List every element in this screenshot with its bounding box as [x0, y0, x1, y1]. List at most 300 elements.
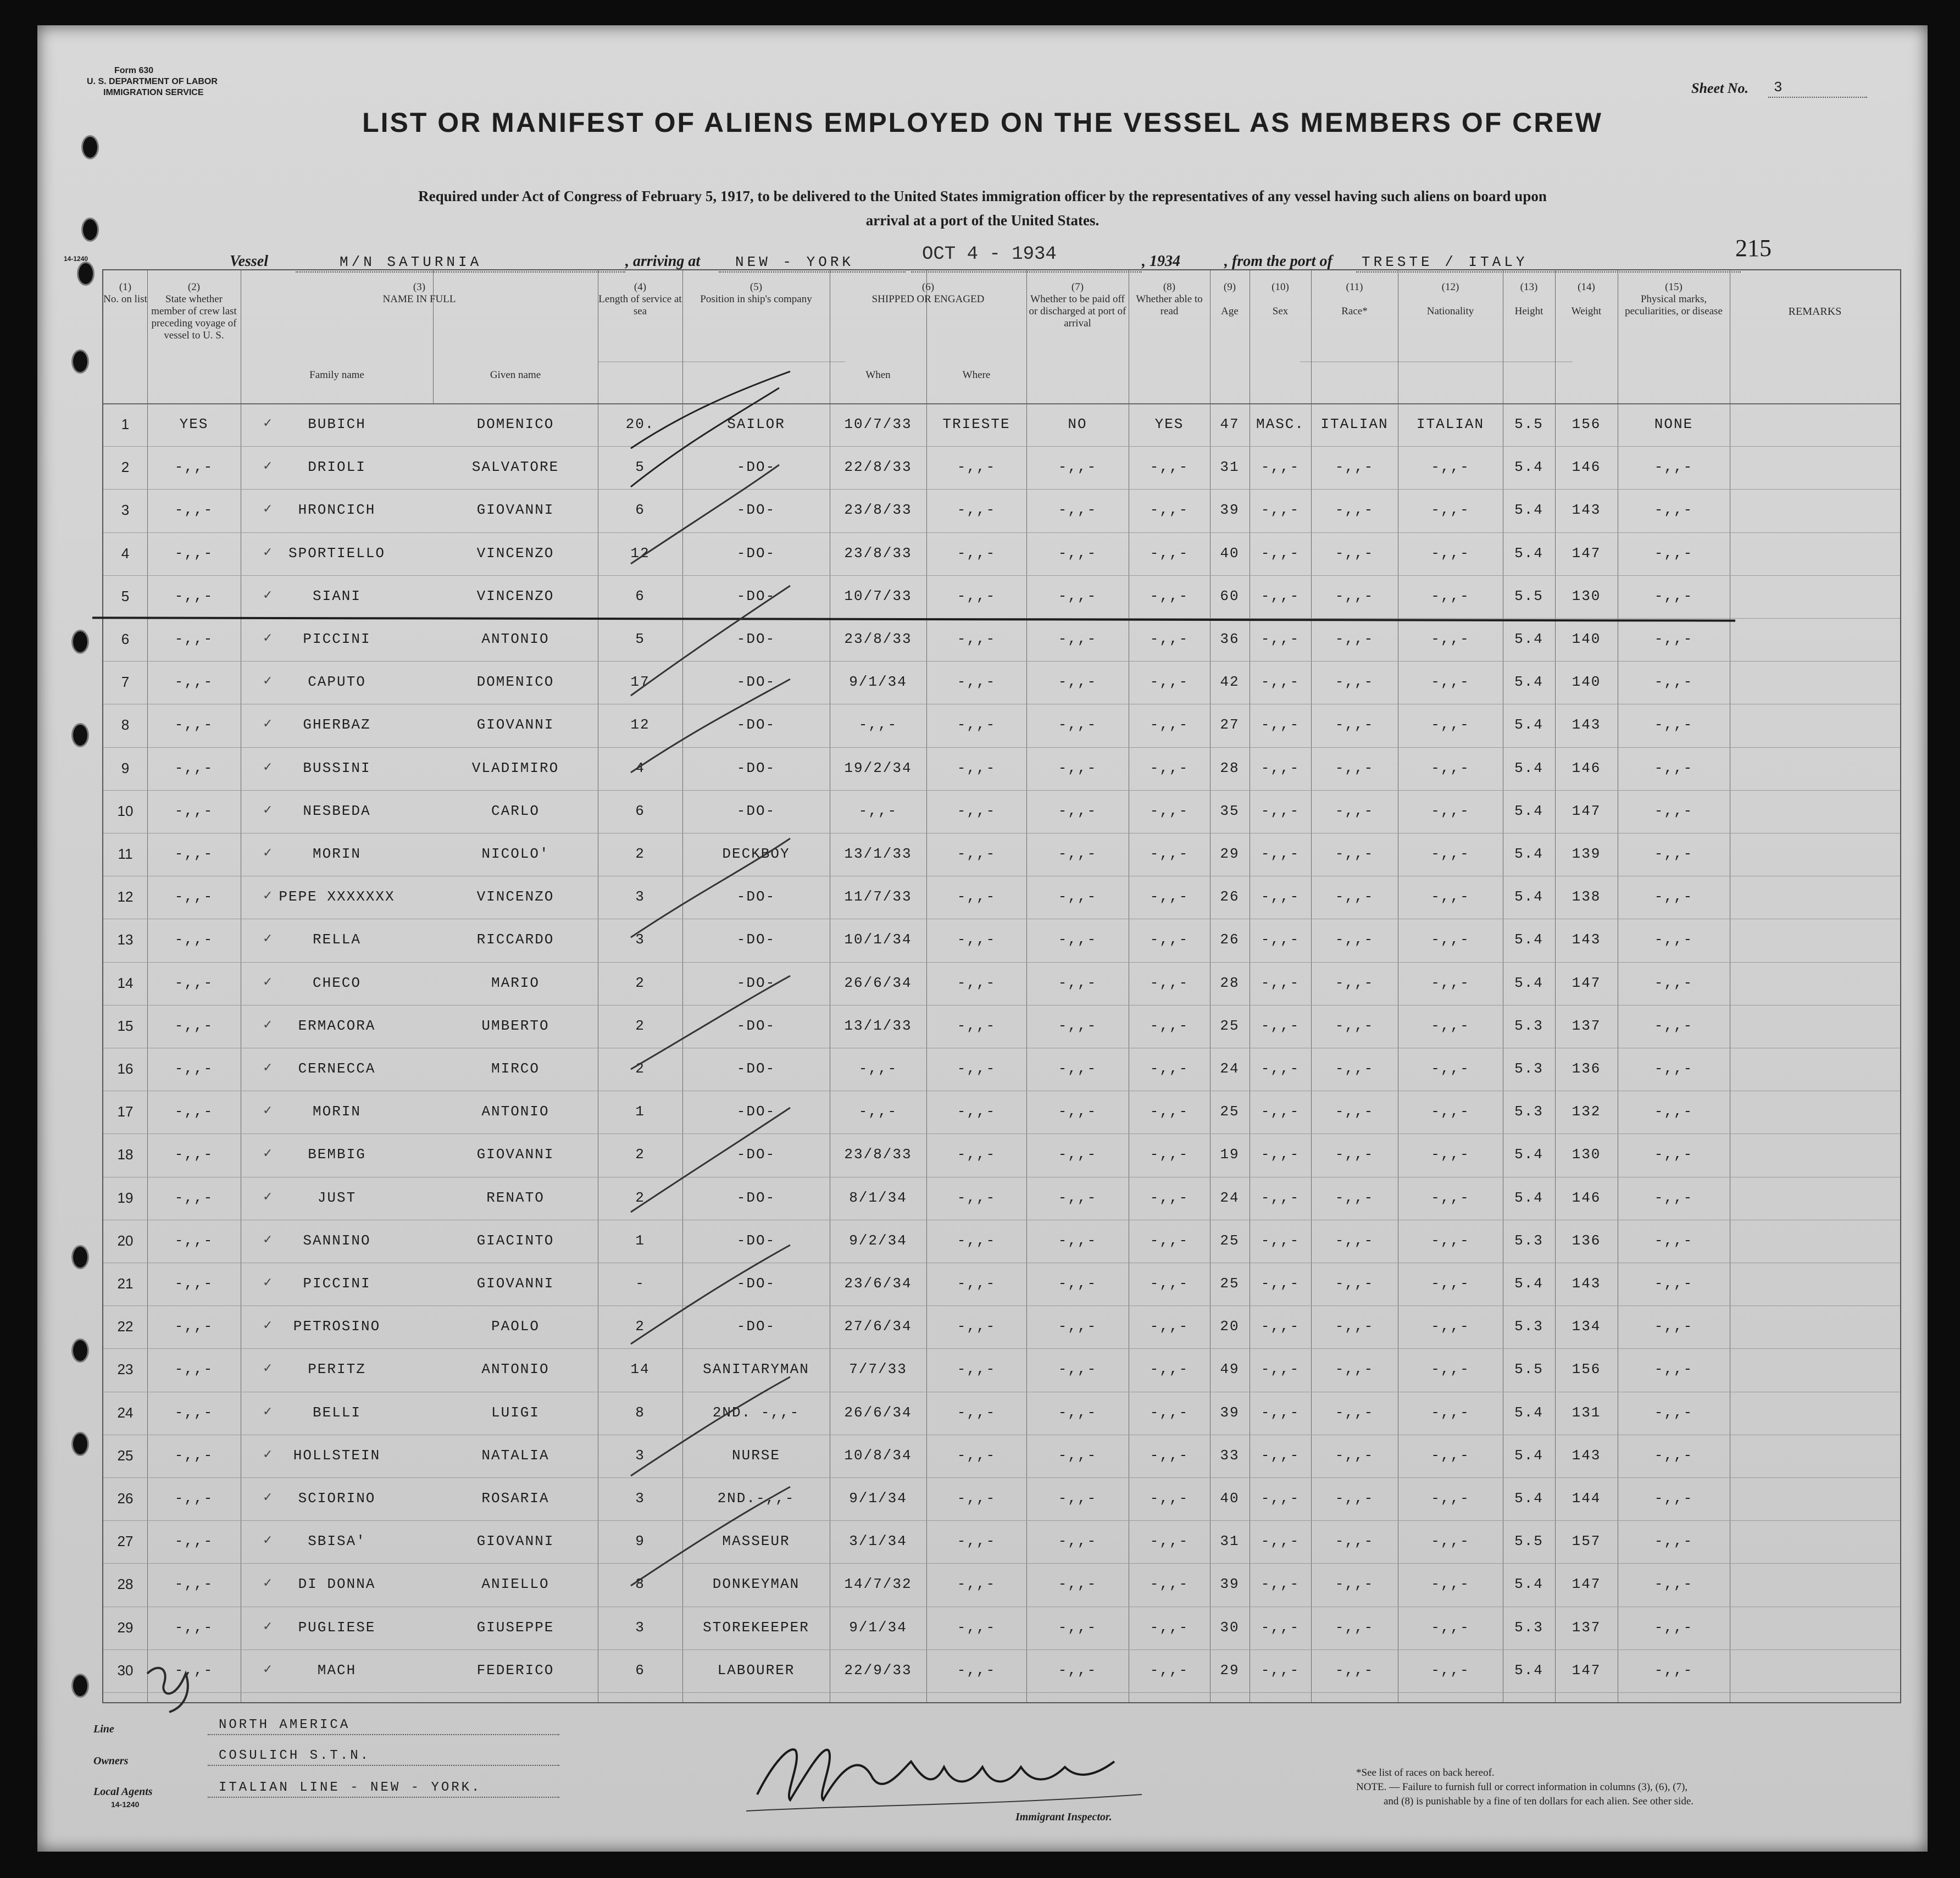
weight: 139	[1572, 846, 1601, 862]
given-name: SALVATORE	[471, 459, 559, 476]
physical-marks: -,,-	[1654, 1490, 1694, 1507]
footer-form-code: 14-1240	[111, 1800, 140, 1809]
nationality: -,,-	[1431, 974, 1470, 991]
race: -,,-	[1335, 974, 1374, 991]
nationality: -,,-	[1431, 1533, 1470, 1550]
nationality: -,,-	[1431, 1146, 1470, 1163]
weight: 147	[1572, 1662, 1601, 1679]
family-name: CHECO	[312, 974, 361, 991]
punch-hole	[71, 1674, 89, 1698]
nationality: -,,-	[1431, 1662, 1470, 1679]
paid-off: -,,-	[1058, 846, 1097, 862]
physical-marks: -,,-	[1654, 1576, 1694, 1593]
line-value: NORTH AMERICA	[219, 1718, 351, 1732]
sex: -,,-	[1261, 802, 1300, 819]
physical-marks: -,,-	[1654, 759, 1694, 776]
able-to-read: -,,-	[1150, 759, 1189, 776]
page-title: LIST OR MANIFEST OF ALIENS EMPLOYED ON THE VESSEL AS MEMBERS OF CREW	[362, 107, 1603, 138]
position: -DO-	[736, 1103, 776, 1120]
position: -DO-	[736, 1275, 776, 1292]
shipped-where: -,,-	[957, 1060, 996, 1077]
age: 30	[1220, 1619, 1240, 1636]
col-11-header: Race*	[1341, 305, 1368, 317]
nationality: -,,-	[1431, 802, 1470, 819]
given-name: MARIO	[491, 974, 540, 991]
family-name: BUSSINI	[303, 759, 371, 776]
row-number: 7	[121, 674, 130, 691]
paid-off: -,,-	[1058, 674, 1097, 691]
prior-voyage: -,,-	[174, 888, 214, 905]
check-icon: ✓	[263, 1533, 273, 1548]
able-to-read: -,,-	[1150, 716, 1189, 734]
race: -,,-	[1335, 802, 1374, 819]
age: 31	[1220, 459, 1240, 476]
paid-off: -,,-	[1058, 974, 1097, 991]
physical-marks: -,,-	[1654, 974, 1694, 991]
shipped-where: -,,-	[957, 1275, 996, 1292]
family-name: MACH	[317, 1662, 357, 1679]
sex: -,,-	[1261, 1318, 1300, 1335]
sex: -,,-	[1261, 1275, 1300, 1292]
check-icon: ✓	[263, 1190, 273, 1204]
check-icon: ✓	[263, 1061, 273, 1075]
nationality: -,,-	[1431, 674, 1470, 691]
row-number: 26	[117, 1490, 134, 1507]
age: 35	[1220, 802, 1240, 819]
shipped-when: 26/6/34	[844, 974, 912, 991]
shipped-when: 11/7/33	[844, 888, 912, 905]
race: -,,-	[1335, 846, 1374, 862]
shipped-where: -,,-	[957, 1146, 996, 1163]
service-length: 2	[635, 1318, 645, 1335]
able-to-read: YES	[1154, 416, 1184, 432]
position: -DO-	[736, 716, 776, 734]
row-number: 6	[121, 631, 130, 647]
paid-off: -,,-	[1058, 1318, 1097, 1335]
shipped-when: 23/8/33	[844, 502, 912, 519]
family-name: BEMBIG	[308, 1146, 366, 1163]
col-1-header: No. on list	[103, 293, 147, 305]
col-6a-header: When	[865, 369, 891, 381]
prior-voyage: -,,-	[174, 846, 214, 862]
sex: -,,-	[1261, 931, 1300, 948]
race: -,,-	[1335, 1275, 1374, 1292]
arrival-date-stamp: OCT 4 - 1934	[922, 244, 1057, 265]
weight: 144	[1572, 1490, 1601, 1507]
given-name: VINCENZO	[476, 888, 554, 905]
given-name: RICCARDO	[476, 931, 554, 948]
punch-hole	[71, 349, 89, 374]
able-to-read: -,,-	[1150, 1361, 1189, 1378]
prior-voyage: -,,-	[174, 1017, 214, 1034]
check-icon: ✓	[263, 975, 273, 989]
physical-marks: -,,-	[1654, 459, 1694, 476]
shipped-when: 23/8/33	[844, 1146, 912, 1163]
given-name: GIOVANNI	[476, 1275, 554, 1292]
race: -,,-	[1335, 931, 1374, 948]
punch-hole	[71, 723, 89, 747]
position: -DO-	[736, 1318, 776, 1335]
age: 39	[1220, 1404, 1240, 1421]
physical-marks: -,,-	[1654, 674, 1694, 691]
service-length: 2	[635, 1060, 645, 1077]
shipped-where: -,,-	[957, 674, 996, 691]
race: -,,-	[1335, 888, 1374, 905]
physical-marks: -,,-	[1654, 1146, 1694, 1163]
height: 5.5	[1514, 587, 1543, 604]
nationality: -,,-	[1431, 1017, 1470, 1034]
given-name: RENATO	[486, 1189, 545, 1206]
physical-marks: -,,-	[1654, 1017, 1694, 1034]
service-length: 2	[635, 1146, 645, 1163]
age: 24	[1220, 1060, 1240, 1077]
footer-note-1: *See list of races on back hereof.	[1356, 1767, 1495, 1779]
race: -,,-	[1335, 1146, 1374, 1163]
age: 40	[1220, 1490, 1240, 1507]
race: -,,-	[1335, 502, 1374, 519]
race: -,,-	[1335, 459, 1374, 476]
service-length: 2	[635, 1189, 645, 1206]
sex: -,,-	[1261, 888, 1300, 905]
able-to-read: -,,-	[1150, 1017, 1189, 1034]
arriving-label: , arriving at	[625, 253, 701, 270]
given-name: NICOLO'	[481, 846, 549, 862]
service-length: 6	[635, 502, 645, 519]
shipped-where: -,,-	[957, 1232, 996, 1249]
col-8-number: (8)	[1163, 281, 1176, 293]
race: -,,-	[1335, 1404, 1374, 1421]
family-name: MORIN	[312, 846, 361, 862]
given-name: VLADIMIRO	[471, 759, 559, 776]
age: 29	[1220, 1662, 1240, 1679]
prior-voyage: -,,-	[174, 1275, 214, 1292]
sex: -,,-	[1261, 1017, 1300, 1034]
race: -,,-	[1335, 1361, 1374, 1378]
paid-off: -,,-	[1058, 1404, 1097, 1421]
row-number: 11	[118, 846, 133, 862]
family-name: JUST	[317, 1189, 357, 1206]
shipped-where: -,,-	[957, 888, 996, 905]
position: DECKBOY	[722, 846, 790, 862]
col-6-number: (6)	[921, 281, 935, 293]
able-to-read: -,,-	[1150, 1447, 1189, 1464]
physical-marks: -,,-	[1654, 631, 1694, 647]
col-12-number: (12)	[1441, 281, 1459, 293]
row-number: 28	[117, 1576, 134, 1593]
shipped-where: -,,-	[957, 544, 996, 562]
sex: -,,-	[1261, 587, 1300, 604]
arrival-year: , 1934	[1142, 253, 1180, 270]
shipped-where: TRIESTE	[942, 416, 1010, 432]
age: 28	[1220, 974, 1240, 991]
shipped-where: -,,-	[957, 459, 996, 476]
prior-voyage: -,,-	[174, 1060, 214, 1077]
col-4-header: Length of service at sea	[598, 293, 682, 317]
able-to-read: -,,-	[1150, 846, 1189, 862]
service-length: 1	[635, 1232, 645, 1249]
weight: 143	[1572, 1275, 1601, 1292]
sex: -,,-	[1261, 1060, 1300, 1077]
col-15-number: (15)	[1665, 281, 1683, 293]
service-length: -	[635, 1275, 645, 1292]
able-to-read: -,,-	[1150, 1533, 1189, 1550]
owners-label: Owners	[93, 1755, 129, 1767]
prior-voyage: -,,-	[174, 1619, 214, 1636]
physical-marks: -,,-	[1654, 802, 1694, 819]
sheet-number: 3	[1774, 79, 1786, 96]
weight: 134	[1572, 1318, 1601, 1335]
row-number: 9	[121, 759, 130, 776]
sex: -,,-	[1261, 1361, 1300, 1378]
col-3-number: (3)	[413, 281, 426, 293]
prior-voyage: -,,-	[174, 1103, 214, 1120]
row-number: 27	[117, 1533, 134, 1550]
height: 5.4	[1514, 544, 1543, 562]
able-to-read: -,,-	[1150, 1146, 1189, 1163]
form-service: IMMIGRATION SERVICE	[103, 88, 204, 97]
nationality: -,,-	[1431, 1490, 1470, 1507]
shipped-when: 10/1/34	[844, 931, 912, 948]
weight: 137	[1572, 1619, 1601, 1636]
shipped-where: -,,-	[957, 1404, 996, 1421]
shipped-when: 22/9/33	[844, 1662, 912, 1679]
given-name: CARLO	[491, 802, 540, 819]
race: -,,-	[1335, 1060, 1374, 1077]
row-number: 21	[117, 1275, 134, 1292]
service-length: 20.	[625, 416, 655, 432]
shipped-when: 8/1/34	[849, 1189, 907, 1206]
service-length: 5	[635, 459, 645, 476]
prior-voyage: -,,-	[174, 544, 214, 562]
able-to-read: -,,-	[1150, 631, 1189, 647]
race: -,,-	[1335, 1662, 1374, 1679]
nationality: -,,-	[1431, 1361, 1470, 1378]
prior-voyage: -,,-	[174, 1576, 214, 1593]
weight: 156	[1572, 1361, 1601, 1378]
height: 5.4	[1514, 716, 1543, 734]
weight: 147	[1572, 974, 1601, 991]
weight: 146	[1572, 759, 1601, 776]
check-icon: ✓	[263, 1447, 273, 1462]
position: 2ND. -,,-	[712, 1404, 800, 1421]
position: DONKEYMAN	[712, 1576, 800, 1593]
position: -DO-	[736, 974, 776, 991]
shipped-when: 9/1/34	[849, 1619, 907, 1636]
race: -,,-	[1335, 1447, 1374, 1464]
shipped-where: -,,-	[957, 631, 996, 647]
weight: 146	[1572, 1189, 1601, 1206]
paid-off: NO	[1068, 416, 1087, 432]
given-name: PAOLO	[491, 1318, 540, 1335]
check-icon: ✓	[263, 760, 273, 774]
shipped-where: -,,-	[957, 759, 996, 776]
given-name: UMBERTO	[481, 1017, 549, 1034]
nationality: -,,-	[1431, 1103, 1470, 1120]
row-number: 8	[121, 716, 130, 734]
row-number: 1	[121, 416, 130, 432]
shipped-where: -,,-	[957, 1103, 996, 1120]
able-to-read: -,,-	[1150, 1103, 1189, 1120]
agents-value: ITALIAN LINE - NEW - YORK.	[219, 1780, 482, 1795]
shipped-where: -,,-	[957, 802, 996, 819]
shipped-when: 19/2/34	[844, 759, 912, 776]
able-to-read: -,,-	[1150, 544, 1189, 562]
sex: -,,-	[1261, 544, 1300, 562]
given-name: GIUSEPPE	[476, 1619, 554, 1636]
family-name: DRIOLI	[308, 459, 366, 476]
row-number: 29	[117, 1619, 134, 1636]
height: 5.4	[1514, 888, 1543, 905]
age: 39	[1220, 1576, 1240, 1593]
nationality: -,,-	[1431, 716, 1470, 734]
able-to-read: -,,-	[1150, 1189, 1189, 1206]
col-13-number: (13)	[1520, 281, 1538, 293]
paid-off: -,,-	[1058, 1619, 1097, 1636]
check-icon: ✓	[263, 674, 273, 688]
col-7-number: (7)	[1071, 281, 1084, 293]
prior-voyage: -,,-	[174, 1447, 214, 1464]
prior-voyage: -,,-	[174, 931, 214, 948]
family-name: HRONCICH	[298, 502, 376, 519]
prior-voyage: -,,-	[174, 716, 214, 734]
given-name: GIOVANNI	[476, 1533, 554, 1550]
weight: 143	[1572, 716, 1601, 734]
nationality: -,,-	[1431, 1404, 1470, 1421]
prior-voyage: -,,-	[174, 1232, 214, 1249]
paid-off: -,,-	[1058, 802, 1097, 819]
col-12-header: Nationality	[1426, 305, 1474, 317]
check-icon: ✓	[263, 1319, 273, 1333]
able-to-read: -,,-	[1150, 1619, 1189, 1636]
service-length: 12	[630, 716, 650, 734]
check-icon: ✓	[263, 1662, 273, 1676]
able-to-read: -,,-	[1150, 1576, 1189, 1593]
paid-off: -,,-	[1058, 716, 1097, 734]
row-number: 10	[117, 802, 134, 819]
height: 5.4	[1514, 459, 1543, 476]
service-length: 2	[635, 846, 645, 862]
punch-hole	[71, 1338, 89, 1363]
age: 25	[1220, 1232, 1240, 1249]
footer-note-3: and (8) is punishable by a fine of ten dollars for each alien. See other side.	[1384, 1796, 1694, 1807]
physical-marks: -,,-	[1654, 1619, 1694, 1636]
shipped-when: 27/6/34	[844, 1318, 912, 1335]
nationality: -,,-	[1431, 931, 1470, 948]
stamp-number: 215	[1735, 235, 1772, 262]
age: 29	[1220, 846, 1240, 862]
shipped-where: -,,-	[957, 1619, 996, 1636]
height: 5.5	[1514, 1361, 1543, 1378]
sex: -,,-	[1261, 1576, 1300, 1593]
check-icon: ✓	[263, 932, 273, 946]
able-to-read: -,,-	[1150, 502, 1189, 519]
able-to-read: -,,-	[1150, 931, 1189, 948]
service-length: 3	[635, 1619, 645, 1636]
height: 5.3	[1514, 1619, 1543, 1636]
paid-off: -,,-	[1058, 1103, 1097, 1120]
check-icon: ✓	[263, 1104, 273, 1118]
sex: -,,-	[1261, 502, 1300, 519]
col-7-header: Whether to be paid off or discharged at port of arrival	[1029, 293, 1126, 329]
position: -DO-	[736, 502, 776, 519]
position: -DO-	[736, 1189, 776, 1206]
footer-note-2: NOTE. — Failure to furnish full or correct information in columns (3), (6), (7),	[1356, 1781, 1688, 1793]
weight: 130	[1572, 587, 1601, 604]
prior-voyage: -,,-	[174, 1490, 214, 1507]
given-name: FEDERICO	[476, 1662, 554, 1679]
given-name: ROSARIA	[481, 1490, 549, 1507]
given-name: ANTONIO	[481, 1361, 549, 1378]
nationality: -,,-	[1431, 1318, 1470, 1335]
weight: 146	[1572, 459, 1601, 476]
check-icon: ✓	[263, 502, 273, 516]
weight: 131	[1572, 1404, 1601, 1421]
race: -,,-	[1335, 587, 1374, 604]
able-to-read: -,,-	[1150, 888, 1189, 905]
able-to-read: -,,-	[1150, 459, 1189, 476]
physical-marks: -,,-	[1654, 888, 1694, 905]
family-name: CAPUTO	[308, 674, 366, 691]
prior-voyage: -,,-	[174, 974, 214, 991]
position: -DO-	[736, 1017, 776, 1034]
sex: -,,-	[1261, 846, 1300, 862]
family-name: PEPE XXXXXXX	[279, 888, 395, 905]
age: 19	[1220, 1146, 1240, 1163]
prior-voyage: -,,-	[174, 1146, 214, 1163]
shipped-where: -,,-	[957, 1318, 996, 1335]
family-name: CERNECCA	[298, 1060, 376, 1077]
height: 5.4	[1514, 1662, 1543, 1679]
nationality: -,,-	[1431, 1576, 1470, 1593]
height: 5.4	[1514, 974, 1543, 991]
service-length: 6	[635, 802, 645, 819]
nationality: -,,-	[1431, 1060, 1470, 1077]
physical-marks: -,,-	[1654, 1361, 1694, 1378]
service-length: 6	[635, 587, 645, 604]
height: 5.4	[1514, 502, 1543, 519]
row-number: 22	[117, 1318, 134, 1335]
height: 5.4	[1514, 1189, 1543, 1206]
race: -,,-	[1335, 1619, 1374, 1636]
shipped-when: -,,-	[858, 802, 898, 819]
row-number: 13	[117, 931, 134, 948]
sex: -,,-	[1261, 1490, 1300, 1507]
given-name: DOMENICO	[476, 416, 554, 432]
age: 49	[1220, 1361, 1240, 1378]
col-4-number: (4)	[634, 281, 647, 293]
shipped-when: 13/1/33	[844, 1017, 912, 1034]
paid-off: -,,-	[1058, 1060, 1097, 1077]
col-3b-header: Given name	[490, 369, 541, 381]
nationality: -,,-	[1431, 1447, 1470, 1464]
position: SAILOR	[727, 416, 785, 432]
paid-off: -,,-	[1058, 1662, 1097, 1679]
age: 20	[1220, 1318, 1240, 1335]
col-13-header: Height	[1514, 305, 1543, 317]
shipped-when: 14/7/32	[844, 1576, 912, 1593]
physical-marks: -,,-	[1654, 931, 1694, 948]
inspector-check-marks	[614, 355, 801, 1674]
age: 47	[1220, 416, 1240, 432]
punch-hole	[77, 262, 95, 286]
service-length: 12	[630, 544, 650, 562]
row-number: 19	[117, 1189, 134, 1206]
given-name: DOMENICO	[476, 674, 554, 691]
sex: -,,-	[1261, 1404, 1300, 1421]
paid-off: -,,-	[1058, 587, 1097, 604]
shipped-when: 23/8/33	[844, 544, 912, 562]
col-6-header: SHIPPED OR ENGAGED	[871, 293, 985, 305]
